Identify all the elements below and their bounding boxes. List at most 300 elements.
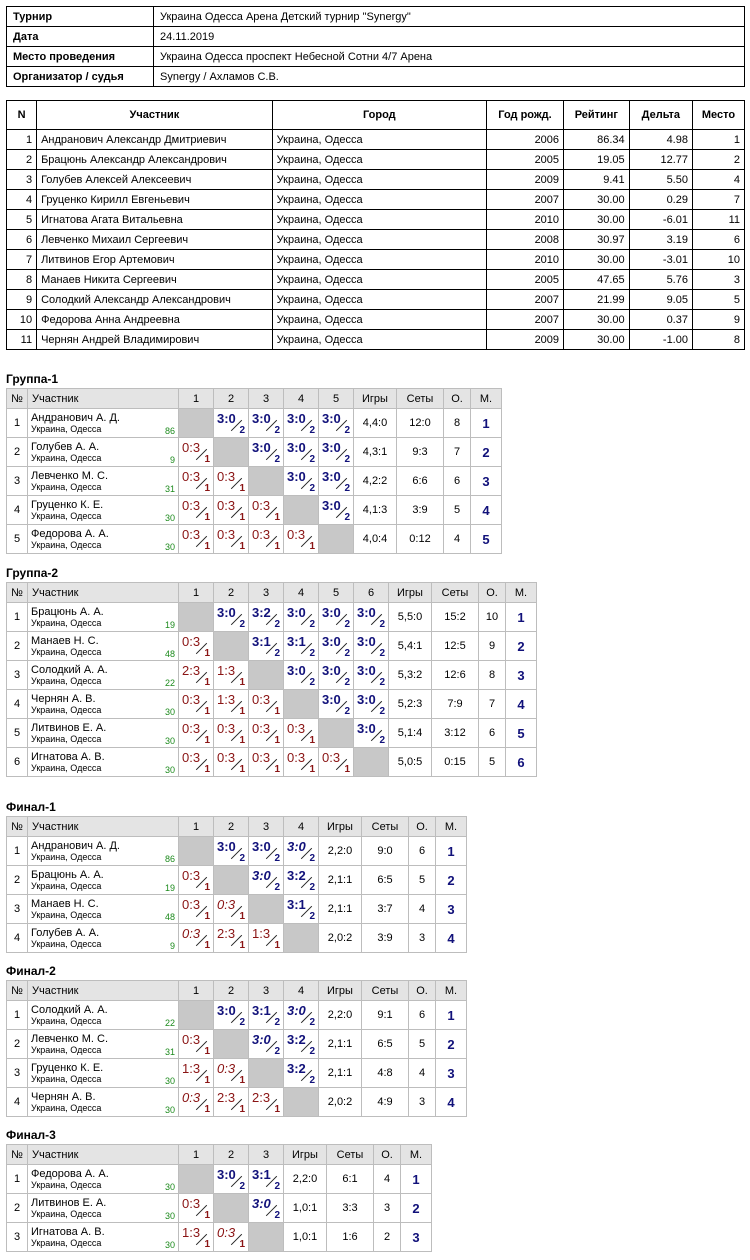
score-value: 3:1 <box>287 634 306 649</box>
column-header: Год рожд. <box>486 101 563 130</box>
sets-cell: 6:5 <box>362 866 409 895</box>
match-points: 2 <box>344 677 350 688</box>
player-rating: 30 <box>164 1076 175 1086</box>
score-value: 0:3 <box>217 897 236 912</box>
match-score <box>354 661 388 689</box>
sets-cell: 1:6 <box>327 1223 374 1252</box>
player-city: Украина, Одесса <box>31 880 102 891</box>
match-score <box>319 438 353 466</box>
diagonal-cell <box>214 438 249 467</box>
match-points: 1 <box>204 1239 210 1250</box>
match-points: 1 <box>239 677 245 688</box>
match-score-cell <box>319 438 354 467</box>
group-column-header: Участник <box>28 389 179 409</box>
match-points: 2 <box>274 619 280 630</box>
participant-cell: 12.77 <box>629 150 692 170</box>
player-cell <box>28 1001 179 1030</box>
score-value: 3:0 <box>357 634 376 649</box>
match-score-cell <box>354 690 389 719</box>
player-name: Солодкий А. А. <box>31 663 108 676</box>
player-name: Левченко М. С. <box>31 469 108 482</box>
place-cell: 3 <box>471 467 502 496</box>
points-cell: 6 <box>444 467 471 496</box>
participant-cell: 19.05 <box>564 150 630 170</box>
player-cell <box>28 525 179 554</box>
group-column-header: № <box>7 981 28 1001</box>
participant-cell: 10 <box>7 310 37 330</box>
score-value: 3:0 <box>252 1196 271 1211</box>
points-cell: 4 <box>409 1059 436 1088</box>
group-column-header: Сеты <box>327 1145 374 1165</box>
match-score-cell <box>249 837 284 866</box>
player-rating: 30 <box>164 1240 175 1250</box>
points-cell: 4 <box>374 1165 401 1194</box>
match-score-cell <box>249 496 284 525</box>
place-cell: 6 <box>506 748 537 777</box>
match-score <box>284 603 318 631</box>
player-rating: 30 <box>164 1182 175 1192</box>
games-cell: 5,3:2 <box>389 661 432 690</box>
participant-cell: 1 <box>692 130 744 150</box>
group-header-row <box>7 817 467 837</box>
place-cell: 5 <box>506 719 537 748</box>
player-cell <box>28 719 179 748</box>
match-score <box>214 467 248 495</box>
group-row <box>7 603 537 632</box>
match-score-cell <box>249 690 284 719</box>
row-number: 3 <box>7 467 28 496</box>
score-value: 3:0 <box>322 634 341 649</box>
row-number: 3 <box>7 895 28 924</box>
place-cell: 3 <box>436 1059 467 1088</box>
row-number: 3 <box>7 1059 28 1088</box>
match-score-cell <box>249 525 284 554</box>
match-points: 2 <box>309 619 315 630</box>
points-cell: 4 <box>409 895 436 924</box>
participant-row <box>7 310 745 330</box>
diagonal-cell <box>249 895 284 924</box>
match-score <box>249 866 283 894</box>
player-cell <box>28 603 179 632</box>
match-score-cell <box>319 467 354 496</box>
player-name: Чернян А. В. <box>31 692 96 705</box>
player-name: Федорова А. А. <box>31 527 109 540</box>
match-points: 1 <box>204 1104 210 1115</box>
participant-cell: 4 <box>7 190 37 210</box>
participant-cell: 1 <box>7 130 37 150</box>
player-cell <box>28 632 179 661</box>
player-rating: 9 <box>169 455 175 465</box>
group-row <box>7 467 502 496</box>
match-score-cell <box>249 748 284 777</box>
group-row <box>7 438 502 467</box>
player-rating: 19 <box>164 883 175 893</box>
player-cell <box>28 924 179 953</box>
participant-row <box>7 150 745 170</box>
diagonal-cell <box>284 924 319 953</box>
score-value: 0:3 <box>252 750 271 765</box>
group-column-header: М. <box>471 389 502 409</box>
games-cell: 5,1:4 <box>389 719 432 748</box>
score-value: 3:0 <box>357 605 376 620</box>
row-number: 1 <box>7 409 28 438</box>
score-value: 0:3 <box>252 527 271 542</box>
score-value: 3:2 <box>287 1061 306 1076</box>
score-value: 3:0 <box>322 469 341 484</box>
diagonal-cell <box>284 690 319 719</box>
match-points: 2 <box>309 677 315 688</box>
sets-cell: 0:15 <box>432 748 479 777</box>
match-points: 1 <box>239 764 245 775</box>
group-row <box>7 409 502 438</box>
match-score <box>354 690 388 718</box>
diagonal-cell <box>354 748 389 777</box>
participant-cell: -6.01 <box>629 210 692 230</box>
match-score-cell <box>214 496 249 525</box>
group-column-header: Сеты <box>397 389 444 409</box>
score-value: 0:3 <box>252 498 271 513</box>
match-score <box>179 895 213 923</box>
participant-row <box>7 190 745 210</box>
player-cell <box>28 438 179 467</box>
match-score <box>179 1030 213 1058</box>
score-value: 3:0 <box>287 839 306 854</box>
match-points: 2 <box>309 1017 315 1028</box>
participant-cell: Украина, Одесса <box>272 310 486 330</box>
group-column-header: 4 <box>284 389 319 409</box>
match-points: 1 <box>309 764 315 775</box>
group-column-header: № <box>7 389 28 409</box>
score-value: 3:0 <box>357 692 376 707</box>
row-number: 4 <box>7 496 28 525</box>
match-points: 2 <box>239 1017 245 1028</box>
player-name: Андранович А. Д. <box>31 411 120 424</box>
match-points: 1 <box>239 483 245 494</box>
match-points: 1 <box>204 706 210 717</box>
score-value: 0:3 <box>182 692 201 707</box>
match-score-cell <box>249 1194 284 1223</box>
participant-cell: Украина, Одесса <box>272 130 486 150</box>
sets-cell: 4:9 <box>362 1088 409 1117</box>
sets-cell: 3:9 <box>397 496 444 525</box>
score-value: 3:0 <box>287 440 306 455</box>
participant-cell: 5.50 <box>629 170 692 190</box>
participant-cell: -1.00 <box>629 330 692 350</box>
participant-cell: 8 <box>692 330 744 350</box>
sets-cell: 7:9 <box>432 690 479 719</box>
player-cell <box>28 467 179 496</box>
group-row <box>7 1001 467 1030</box>
score-value: 3:0 <box>287 469 306 484</box>
match-score <box>179 924 213 952</box>
games-cell: 4,3:1 <box>354 438 397 467</box>
player-city: Украина, Одесса <box>31 762 102 773</box>
match-points: 2 <box>274 853 280 864</box>
group-column-header: 3 <box>249 981 284 1001</box>
participant-row <box>7 330 745 350</box>
sets-cell: 3:12 <box>432 719 479 748</box>
participant-cell: 3 <box>7 170 37 190</box>
group-title: Финал-1 <box>6 800 56 814</box>
match-points: 1 <box>239 940 245 951</box>
match-score-cell <box>214 690 249 719</box>
match-score <box>214 1165 248 1193</box>
score-value: 3:0 <box>252 440 271 455</box>
participant-cell: 2009 <box>486 330 563 350</box>
place-cell: 4 <box>436 1088 467 1117</box>
group-row <box>7 1194 432 1223</box>
match-score <box>284 719 318 747</box>
score-value: 0:3 <box>217 721 236 736</box>
points-cell: 6 <box>409 1001 436 1030</box>
match-score-cell <box>179 719 214 748</box>
participant-row <box>7 290 745 310</box>
match-points: 1 <box>274 735 280 746</box>
place-cell: 1 <box>401 1165 432 1194</box>
score-value: 2:3 <box>217 1090 236 1105</box>
games-cell: 2,0:2 <box>319 924 362 953</box>
match-points: 2 <box>344 425 350 436</box>
match-points: 1 <box>239 1104 245 1115</box>
row-number: 1 <box>7 603 28 632</box>
match-score <box>284 525 318 553</box>
score-value: 3:1 <box>287 897 306 912</box>
match-score <box>249 525 283 553</box>
place-cell: 2 <box>436 1030 467 1059</box>
sets-cell: 4:8 <box>362 1059 409 1088</box>
player-cell <box>28 661 179 690</box>
score-value: 2:3 <box>182 663 201 678</box>
participant-row <box>7 210 745 230</box>
match-points: 2 <box>239 853 245 864</box>
points-cell: 10 <box>479 603 506 632</box>
player-name: Игнатова А. В. <box>31 1225 105 1238</box>
group-column-header: 5 <box>319 389 354 409</box>
score-value: 3:0 <box>322 605 341 620</box>
match-score <box>179 438 213 466</box>
score-value: 3:0 <box>252 1032 271 1047</box>
player-cell <box>28 1194 179 1223</box>
match-score-cell <box>319 496 354 525</box>
match-score <box>249 409 283 437</box>
group-column-header: 4 <box>284 583 319 603</box>
games-cell: 4,4:0 <box>354 409 397 438</box>
score-value: 3:0 <box>357 721 376 736</box>
score-value: 0:3 <box>217 750 236 765</box>
place-cell: 4 <box>506 690 537 719</box>
diagonal-cell <box>214 866 249 895</box>
score-value: 3:1 <box>252 634 271 649</box>
match-score <box>249 1030 283 1058</box>
participant-cell: Солодкий Александр Александрович <box>37 290 273 310</box>
match-points: 1 <box>204 764 210 775</box>
match-score-cell <box>284 438 319 467</box>
group-column-header: Игры <box>319 817 362 837</box>
group-column-header: Сеты <box>432 583 479 603</box>
match-score <box>214 496 248 524</box>
match-points: 1 <box>239 512 245 523</box>
player-city: Украина, Одесса <box>31 909 102 920</box>
points-cell: 5 <box>409 1030 436 1059</box>
score-value: 0:3 <box>287 527 306 542</box>
group-column-header: 1 <box>179 817 214 837</box>
match-points: 2 <box>344 454 350 465</box>
match-score-cell <box>179 632 214 661</box>
match-score-cell <box>284 837 319 866</box>
place-cell: 4 <box>471 496 502 525</box>
match-score-cell <box>284 632 319 661</box>
match-points: 2 <box>379 648 385 659</box>
score-value: 0:3 <box>182 897 201 912</box>
match-score <box>319 409 353 437</box>
points-cell: 7 <box>444 438 471 467</box>
games-cell: 2,2:0 <box>284 1165 327 1194</box>
match-score <box>179 690 213 718</box>
group-header-row <box>7 583 537 603</box>
score-value: 0:3 <box>217 1225 236 1240</box>
diagonal-cell <box>284 496 319 525</box>
group-column-header: 3 <box>249 389 284 409</box>
player-city: Украина, Одесса <box>31 452 102 463</box>
group-column-header: 3 <box>249 817 284 837</box>
group-row <box>7 1088 467 1117</box>
group-column-header: 2 <box>214 981 249 1001</box>
sets-cell: 12:0 <box>397 409 444 438</box>
match-points: 1 <box>204 483 210 494</box>
match-score-cell <box>249 1030 284 1059</box>
score-value: 3:0 <box>252 868 271 883</box>
player-city: Украина, Одесса <box>31 675 102 686</box>
group-column-header: М. <box>436 817 467 837</box>
diagonal-cell <box>214 632 249 661</box>
match-score <box>214 525 248 553</box>
player-rating: 31 <box>164 1047 175 1057</box>
match-score <box>284 895 318 923</box>
diagonal-cell <box>179 837 214 866</box>
place-cell: 3 <box>401 1223 432 1252</box>
place-cell: 4 <box>436 924 467 953</box>
participant-cell: 2005 <box>486 150 563 170</box>
games-cell: 5,5:0 <box>389 603 432 632</box>
participant-cell: 11 <box>7 330 37 350</box>
row-number: 1 <box>7 1001 28 1030</box>
match-score-cell <box>214 748 249 777</box>
score-value: 0:3 <box>287 721 306 736</box>
match-score <box>214 1001 248 1029</box>
player-rating: 30 <box>164 1105 175 1115</box>
match-points: 2 <box>274 1210 280 1221</box>
group-row <box>7 895 467 924</box>
diagonal-cell <box>179 603 214 632</box>
match-points: 2 <box>239 425 245 436</box>
row-number: 3 <box>7 661 28 690</box>
match-score-cell <box>179 1030 214 1059</box>
match-score <box>249 690 283 718</box>
match-score <box>214 409 248 437</box>
player-city: Украина, Одесса <box>31 617 102 628</box>
participant-cell: 9 <box>7 290 37 310</box>
match-score <box>319 496 353 524</box>
match-score <box>214 690 248 718</box>
score-value: 1:3 <box>217 663 236 678</box>
participant-cell: 47.65 <box>564 270 630 290</box>
group-table <box>6 582 537 777</box>
match-score-cell <box>249 1088 284 1117</box>
player-name: Чернян А. В. <box>31 1090 96 1103</box>
match-points: 1 <box>204 1210 210 1221</box>
match-score-cell <box>214 1059 249 1088</box>
participant-row <box>7 170 745 190</box>
points-cell: 7 <box>479 690 506 719</box>
group-row <box>7 866 467 895</box>
score-value: 3:0 <box>252 411 271 426</box>
match-points: 1 <box>274 940 280 951</box>
score-value: 1:3 <box>252 926 271 941</box>
group-title: Группа-1 <box>6 372 59 386</box>
row-number: 2 <box>7 1194 28 1223</box>
group-column-header: Участник <box>28 583 179 603</box>
score-value: 3:0 <box>287 411 306 426</box>
match-score <box>249 837 283 865</box>
participant-cell: Украина, Одесса <box>272 250 486 270</box>
match-score-cell <box>354 719 389 748</box>
match-score <box>284 1059 318 1087</box>
match-points: 2 <box>309 1075 315 1086</box>
place-cell: 1 <box>436 837 467 866</box>
match-points: 1 <box>204 454 210 465</box>
diagonal-cell <box>214 1030 249 1059</box>
participant-cell: 8 <box>7 270 37 290</box>
points-cell: 3 <box>409 1088 436 1117</box>
match-score <box>249 1194 283 1222</box>
games-cell: 2,0:2 <box>319 1088 362 1117</box>
row-number: 5 <box>7 525 28 554</box>
match-score <box>214 748 248 776</box>
group-column-header: Участник <box>28 981 179 1001</box>
row-number: 2 <box>7 632 28 661</box>
group-column-header: 2 <box>214 389 249 409</box>
match-score <box>354 603 388 631</box>
match-points: 2 <box>344 483 350 494</box>
participant-cell: 0.37 <box>629 310 692 330</box>
match-score-cell <box>249 866 284 895</box>
diagonal-cell <box>179 1001 214 1030</box>
player-name: Литвинов Е. А. <box>31 1196 107 1209</box>
sets-cell: 6:6 <box>397 467 444 496</box>
player-city: Украина, Одесса <box>31 510 102 521</box>
score-value: 0:3 <box>217 527 236 542</box>
info-value: Украина Одесса проспект Небесной Сотни 4/7 Арена <box>154 47 745 67</box>
group-title: Финал-3 <box>6 1128 56 1142</box>
match-score-cell <box>284 525 319 554</box>
match-points: 2 <box>274 648 280 659</box>
player-cell <box>28 1165 179 1194</box>
player-rating: 30 <box>164 1211 175 1221</box>
sets-cell: 6:1 <box>327 1165 374 1194</box>
match-score <box>319 632 353 660</box>
match-points: 2 <box>309 853 315 864</box>
match-score <box>214 924 248 952</box>
games-cell: 2,2:0 <box>319 1001 362 1030</box>
games-cell: 1,0:1 <box>284 1194 327 1223</box>
participant-cell: 86.34 <box>564 130 630 150</box>
games-cell: 4,0:4 <box>354 525 397 554</box>
info-value: 24.11.2019 <box>154 27 745 47</box>
points-cell: 2 <box>374 1223 401 1252</box>
match-points: 2 <box>309 483 315 494</box>
match-score <box>214 1059 248 1087</box>
diagonal-cell <box>319 719 354 748</box>
